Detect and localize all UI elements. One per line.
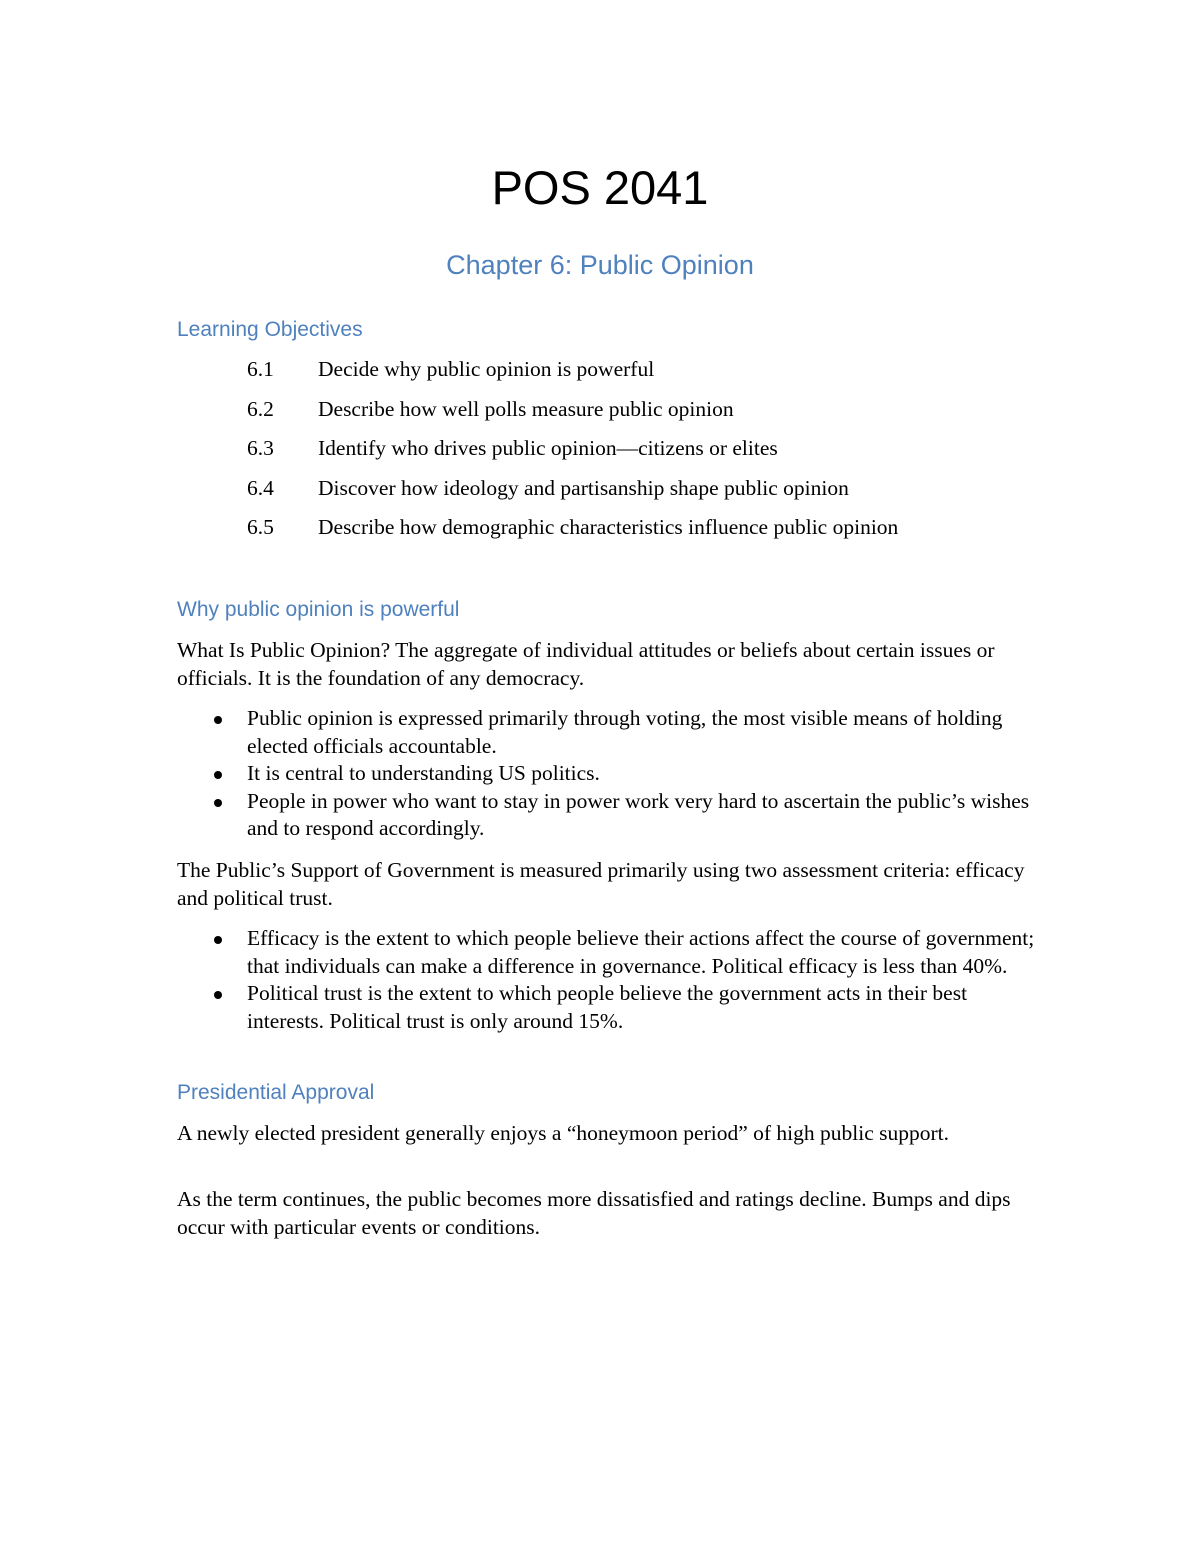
objective-number: 6.2 [247, 396, 274, 421]
support-criteria-bullets [177, 925, 1037, 1035]
objective-text: Discover how ideology and partisanship shape public opinion [318, 475, 849, 500]
bullet-item [177, 980, 1037, 1035]
objectives-list [247, 356, 898, 554]
bullet-dot-icon [214, 936, 222, 944]
objective-text: Identify who drives public opinion—citizens or elites [318, 436, 778, 461]
public-opinion-bullets [177, 705, 1037, 843]
ratings-decline-paragraph: As the term continues, the public becomes more dissatisfied and ratings decline. Bumps and dips occur with particular events or conditions. [177, 1187, 1011, 1239]
bullet-text: People in power who want to stay in power work very hard to ascertain the public’s wishes and to respond accordingly. [247, 788, 1030, 840]
bullet-item [177, 925, 1037, 980]
bullet-text: Efficacy is the extent to which people believe their actions affect the course of government; that individuals can make a difference in governance. Political efficacy is less than 40%. [247, 926, 1035, 978]
objective-number: 6.5 [247, 515, 274, 540]
objective-text: Describe how demographic characteristics influence public opinion [318, 515, 899, 540]
learning-objectives-heading: Learning Objectives [177, 318, 363, 341]
page-title: POS 2041 [491, 161, 709, 214]
objective-item [247, 514, 898, 554]
chapter-subtitle: Chapter 6: Public Opinion [446, 250, 754, 280]
objective-item [247, 396, 898, 436]
bullet-text: Public opinion is expressed primarily through voting, the most visible means of holding elected officials accountable. [247, 706, 1003, 758]
bullet-dot-icon [214, 991, 222, 999]
honeymoon-paragraph: A newly elected president generally enjoys a “honeymoon period” of high public support. [177, 1121, 949, 1145]
bullet-text: It is central to understanding US politics. [247, 761, 600, 785]
bullet-dot-icon [214, 799, 222, 807]
objective-text: Describe how well polls measure public opinion [318, 396, 734, 421]
objective-number: 6.3 [247, 436, 274, 461]
bullet-dot-icon [214, 716, 222, 724]
why-powerful-heading: Why public opinion is powerful [177, 598, 460, 621]
objective-item [247, 356, 898, 396]
bullet-text: Political trust is the extent to which people believe the government acts in their best interests. Political trust is only around 15%. [247, 981, 968, 1033]
objective-item [247, 475, 898, 515]
bullet-item [177, 760, 1037, 788]
bullet-item [177, 705, 1037, 760]
bullet-item [177, 788, 1037, 843]
government-support-paragraph: The Public’s Support of Government is measured primarily using two assessment criteria: efficacy and political trust. [177, 858, 1025, 910]
public-opinion-definition: What Is Public Opinion? The aggregate of individual attitudes or beliefs about certain issues or officials. It is the foundation of any democracy. [177, 638, 995, 690]
objective-number: 6.4 [247, 475, 274, 500]
objective-item [247, 435, 898, 475]
bullet-dot-icon [214, 771, 222, 779]
presidential-approval-heading: Presidential Approval [177, 1081, 375, 1104]
objective-text: Decide why public opinion is powerful [318, 357, 655, 381]
objective-number: 6.1 [247, 357, 274, 381]
